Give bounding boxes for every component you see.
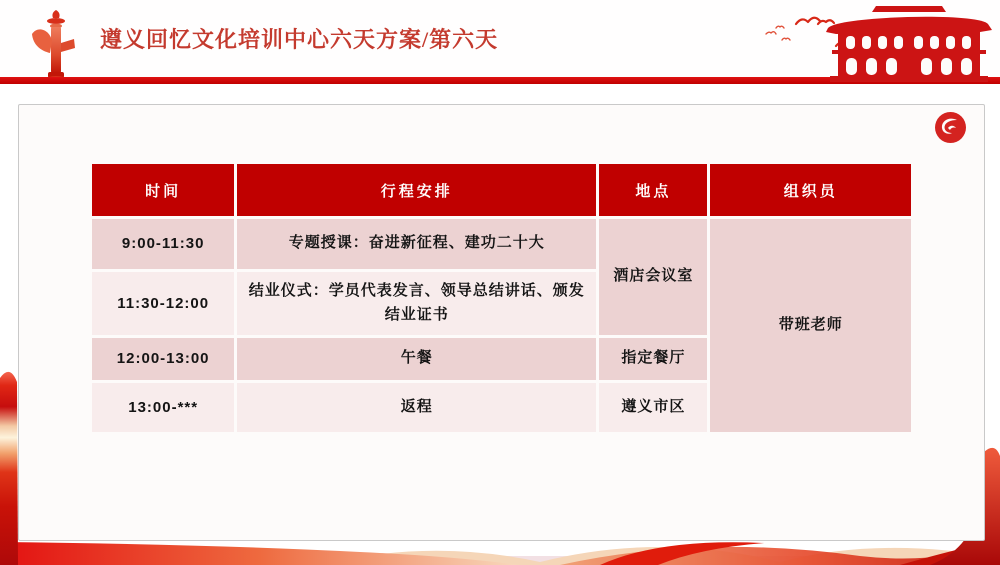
col-header-organizer: 组织员 [710, 164, 911, 216]
table-header-row [92, 164, 911, 216]
table-row [92, 219, 911, 269]
activity-cell: 结业仪式：学员代表发言、领导总结讲话、颁发结业证书 [237, 272, 596, 335]
time-cell: 12:00-13:00 [92, 338, 234, 380]
schedule-table [89, 161, 914, 435]
activity-cell: 午餐 [237, 338, 596, 380]
huabiao-column-icon [30, 10, 82, 82]
location-cell: 指定餐厅 [599, 338, 707, 380]
time-cell: 13:00-*** [92, 383, 234, 432]
activity-cell: 专题授课：奋进新征程、建功二十大 [237, 219, 596, 269]
organizer-cell-merged: 带班老师 [710, 219, 911, 432]
page-title: 遵义回忆文化培训中心六天方案/第六天 [100, 27, 499, 52]
activity-cell: 返程 [237, 383, 596, 432]
time-cell: 11:30-12:00 [92, 272, 234, 335]
col-header-time: 时间 [92, 164, 234, 216]
col-header-itinerary: 行程安排 [237, 164, 596, 216]
col-header-location: 地点 [599, 164, 707, 216]
red-swirl-logo [935, 112, 966, 143]
content-card [18, 104, 985, 541]
location-cell-merged: 酒店会议室 [599, 219, 707, 335]
zunyi-conference-site-icon [826, 6, 992, 82]
time-cell: 9:00-11:30 [92, 219, 234, 269]
location-cell: 遵义市区 [599, 383, 707, 432]
